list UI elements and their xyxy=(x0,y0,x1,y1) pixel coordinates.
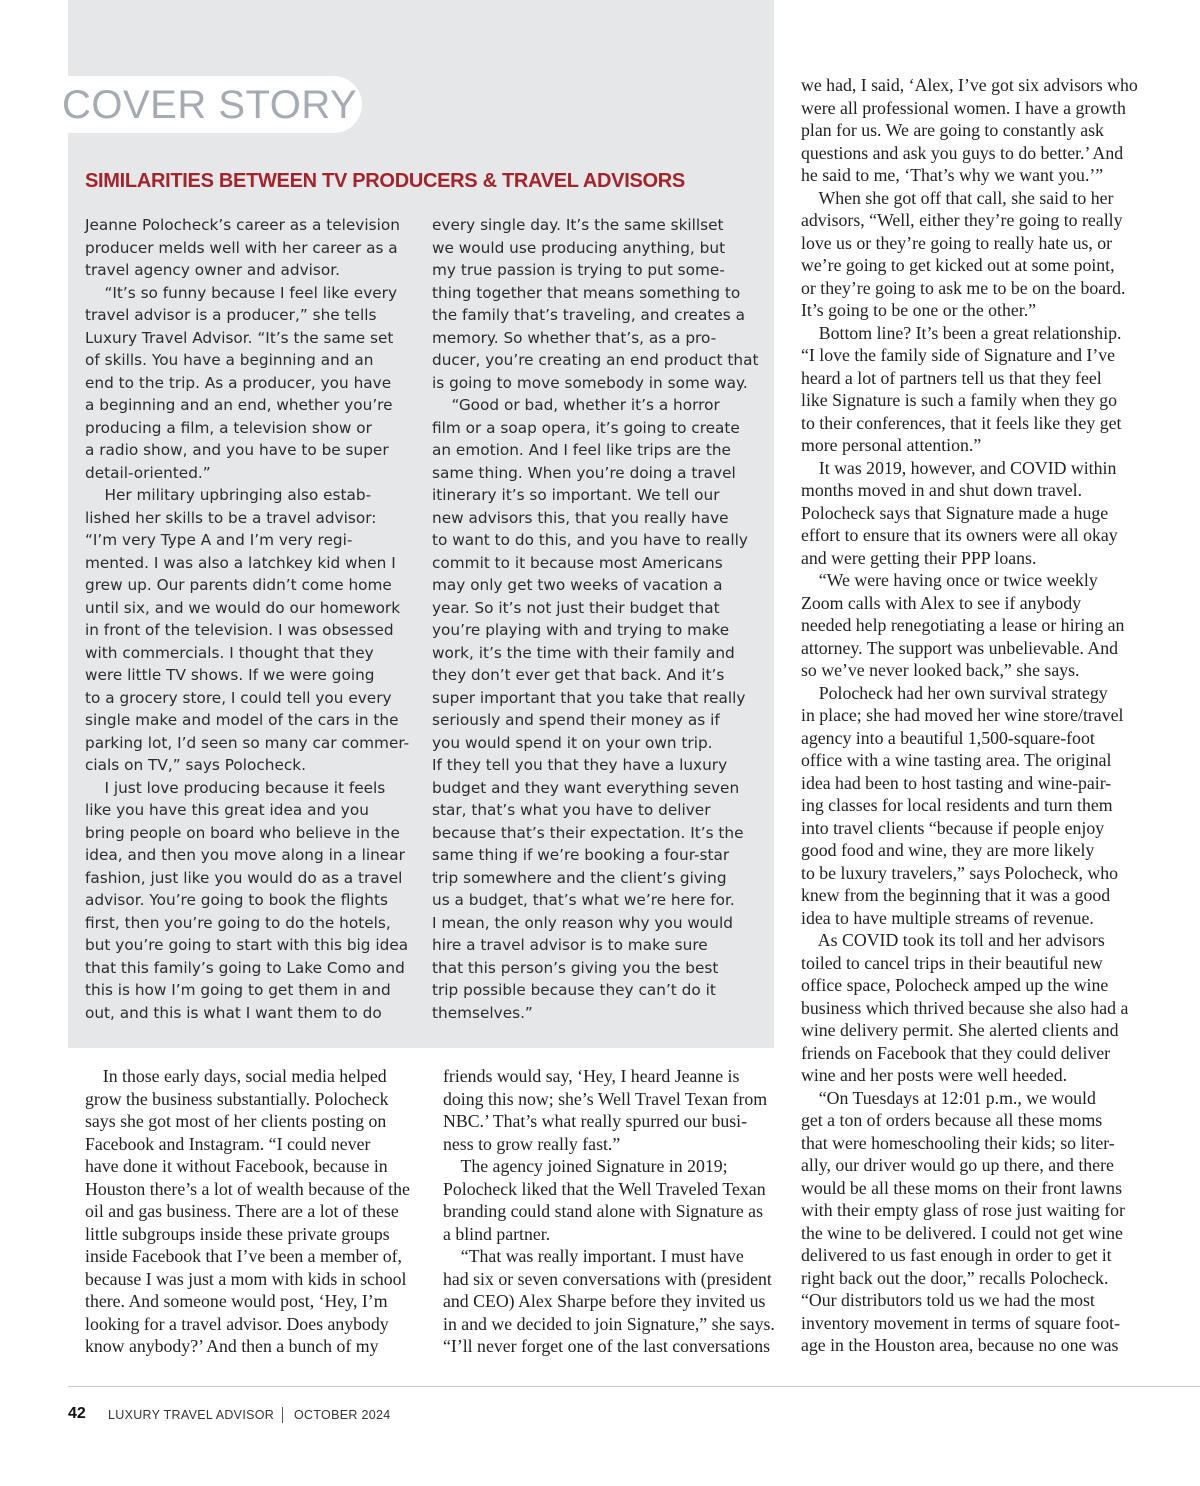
text-line: we had, I said, ‘Alex, I’ve got six advisors who xyxy=(801,75,1138,95)
text-line: Facebook and Instagram. “I could never xyxy=(85,1133,371,1154)
text-line: “Good or bad, whether it’s a horror xyxy=(432,396,720,414)
text-line: itinerary it’s so important. We tell our xyxy=(432,486,720,504)
text-line: age in the Houston area, because no one was xyxy=(801,1335,1119,1355)
text-line: in front of the television. I was obsessed xyxy=(85,621,394,639)
text-line: of skills. You have a beginning and an xyxy=(85,351,374,369)
text-line: to their conferences, that it feels like they get xyxy=(801,412,1122,433)
text-line: idea had been to host tasting and wine-pair- xyxy=(801,772,1112,793)
text-line: a blind partner. xyxy=(443,1223,551,1244)
text-line: commit to it because most Americans xyxy=(432,553,723,572)
text-line: idea to have multiple streams of revenue. xyxy=(801,907,1094,928)
text-line: my true passion is trying to put some- xyxy=(432,261,725,279)
text-line: had six or seven conversations with (president xyxy=(443,1268,772,1289)
text-line: Houston there’s a lot of wealth because of the xyxy=(85,1178,410,1199)
text-line: grew up. Our parents didn’t come home xyxy=(85,576,392,594)
text-line: “On Tuesdays at 12:01 p.m., we would xyxy=(801,1087,1096,1108)
text-line: that were homeschooling their kids; so liter- xyxy=(801,1132,1115,1153)
text-line: out, and this is what I want them to do xyxy=(85,1003,382,1022)
text-line: needed help renegotiating a lease or hiring an xyxy=(801,615,1125,635)
text-line: “That was really important. I must have xyxy=(443,1246,744,1266)
text-line: first, then you’re going to do the hotels, xyxy=(85,913,391,932)
text-line: questions and ask you guys to do better.’ And xyxy=(801,142,1124,163)
text-line: may only get two weeks of vacation a xyxy=(432,576,723,594)
text-line: Polocheck says that Signature made a huge xyxy=(801,502,1109,523)
text-line: parking lot, I’d seen so many car commer- xyxy=(85,733,410,752)
text-line: right back out the door,” recalls Polocheck. xyxy=(801,1267,1109,1288)
article-column-middle xyxy=(443,1065,775,1358)
text-line: good food and wine, they are more likely xyxy=(801,840,1095,860)
text-line: Luxury Travel Advisor. “It’s the same set xyxy=(85,328,394,347)
text-line: travel agency owner and advisor. xyxy=(85,261,340,279)
text-line: “I’m very Type A and I’m very regi- xyxy=(85,531,353,549)
text-line: mented. I was also a latchkey kid when I xyxy=(85,553,396,572)
text-line: ing classes for local residents and turn them xyxy=(801,795,1113,815)
page-number: 42 xyxy=(68,1405,86,1422)
text-line: friends would say, ‘Hey, I heard Jeanne is xyxy=(443,1066,740,1086)
text-line: or they’re going to ask me to be on the board. xyxy=(801,277,1126,298)
text-line: “I love the family side of Signature and I’ve xyxy=(801,345,1116,365)
footer-rule xyxy=(68,1386,1200,1387)
text-line: us a budget, that’s what we’re here for. xyxy=(432,891,735,909)
text-line: office space, Polocheck amped up the wine xyxy=(801,975,1109,995)
sidebar-heading: SIMILARITIES BETWEEN TV PRODUCERS & TRAVEL ADVISORS xyxy=(85,170,685,192)
text-line: a radio show, and you have to be super xyxy=(85,441,389,459)
text-line: single make and model of the cars in the xyxy=(85,711,399,729)
text-line: same thing. When you’re doing a travel xyxy=(432,463,736,482)
text-line: plan for us. We are going to constantly ask xyxy=(801,120,1104,140)
text-line: “Our distributors told us we had the most xyxy=(801,1290,1095,1310)
text-line: inside Facebook that I’ve been a member of, xyxy=(85,1246,402,1266)
text-line: new advisors this, that you really have xyxy=(432,508,729,527)
text-line: attorney. The support was unbelievable. And xyxy=(801,637,1119,658)
text-line: agency into a beautiful 1,500-square-foot xyxy=(801,727,1095,748)
text-line: end to the trip. As a producer, you have xyxy=(85,373,392,392)
text-line: star, that’s what you have to deliver xyxy=(432,801,711,819)
text-line: As COVID took its toll and her advisors xyxy=(801,930,1105,950)
text-line: branding could stand alone with Signature as xyxy=(443,1201,763,1221)
text-line: you’re playing with and trying to make xyxy=(432,621,730,639)
text-line: It was 2019, however, and COVID within xyxy=(801,457,1117,478)
text-line: I mean, the only reason why you would xyxy=(432,913,733,932)
article-column-right xyxy=(801,74,1138,1357)
text-line: effort to ensure that its owners were all okay xyxy=(801,525,1118,545)
text-line: the family that’s traveling, and creates a xyxy=(432,306,745,324)
text-line: Jeanne Polocheck’s career as a television xyxy=(85,216,400,234)
text-line: When she got off that call, she said to her xyxy=(801,187,1114,208)
footer-separator xyxy=(282,1407,283,1423)
text-line: because that’s their expectation. It’s the xyxy=(432,823,744,842)
text-line: this is how I’m going to get them in and xyxy=(85,981,391,999)
text-line: toiled to cancel trips in their beautiful new xyxy=(801,952,1103,973)
text-line: ducer, you’re creating an end product that xyxy=(432,351,759,369)
issue-date: OCTOBER 2024 xyxy=(294,1408,391,1422)
text-line: were little TV shows. If we were going xyxy=(85,666,375,684)
text-line: Bottom line? It’s been a great relationship. xyxy=(801,322,1122,343)
text-line: heard a lot of partners tell us that they feel xyxy=(801,367,1102,388)
text-line: to be luxury travelers,” says Polocheck, who xyxy=(801,862,1119,883)
text-line: we’re going to get kicked out at some point, xyxy=(801,255,1115,275)
text-line: trip somewhere and the client’s giving xyxy=(432,868,727,887)
text-line: memory. So whether that’s, as a pro- xyxy=(432,328,717,347)
text-line: themselves.” xyxy=(432,1003,533,1022)
text-line: ally, our driver would go up there, and there xyxy=(801,1155,1114,1175)
text-line: budget and they want everything seven xyxy=(432,778,740,797)
text-line: producing a film, a television show or xyxy=(85,418,372,437)
publication-name: LUXURY TRAVEL ADVISOR xyxy=(108,1408,275,1422)
text-line: little subgroups inside these private groups xyxy=(85,1223,390,1244)
text-line: oil and gas business. There are a lot of these xyxy=(85,1201,399,1221)
text-line: If they tell you that they have a luxury xyxy=(432,756,728,774)
text-line: until six, and we would do our homework xyxy=(85,598,401,617)
text-line: Zoom calls with Alex to see if anybody xyxy=(801,592,1082,613)
text-line: Polocheck had her own survival strategy xyxy=(801,682,1108,703)
article-column-left xyxy=(85,1065,410,1358)
text-line: film or a soap opera, it’s going to create xyxy=(432,418,740,437)
text-line: there. And someone would post, ‘Hey, I’m xyxy=(85,1291,388,1311)
text-line: work, it’s the time with their family and xyxy=(432,643,735,662)
text-line: into travel clients “because if people enjoy xyxy=(801,817,1105,838)
text-line: inventory movement in terms of square foot- xyxy=(801,1312,1120,1333)
text-line: Her military upbringing also estab- xyxy=(85,486,372,504)
text-line: year. So it’s not just their budget that xyxy=(432,598,720,617)
text-line: to a grocery store, I could tell you every xyxy=(85,688,392,707)
text-line: delivered to us fast enough in order to get it xyxy=(801,1245,1112,1265)
text-line: love us or they’re going to really hate us, or xyxy=(801,232,1113,253)
text-line: “It’s so funny because I feel like every xyxy=(85,283,397,302)
text-line: every single day. It’s the same skillset xyxy=(432,216,724,234)
text-line: super important that you take that really xyxy=(432,688,746,707)
text-line: in and we decided to join Signature,” she says. xyxy=(443,1313,775,1334)
text-line: with commercials. I thought that they xyxy=(85,643,374,662)
text-line: you would spend it on your own trip. xyxy=(432,733,713,752)
text-line: detail-oriented.” xyxy=(85,463,211,482)
text-line: “We were having once or twice weekly xyxy=(801,570,1098,590)
text-line: a beginning and an end, whether you’re xyxy=(85,396,393,414)
text-line: I just love producing because it feels xyxy=(85,778,386,797)
text-line: In those early days, social media helped xyxy=(85,1066,387,1086)
text-line: office with a wine tasting area. The original xyxy=(801,750,1112,770)
text-line: advisor. You’re going to book the flights xyxy=(85,891,388,909)
text-line: grow the business substantially. Polocheck xyxy=(85,1088,389,1109)
text-line: cials on TV,” says Polocheck. xyxy=(85,756,307,774)
text-line: looking for a travel advisor. Does anybody xyxy=(85,1313,389,1334)
text-line: but you’re going to start with this big idea xyxy=(85,936,409,954)
text-line: bring people on board who believe in the xyxy=(85,823,400,842)
text-line: so we’ve never looked back,” she says. xyxy=(801,660,1080,680)
text-line: Polocheck liked that the Well Traveled Texan xyxy=(443,1178,766,1199)
text-line: friends on Facebook that they could deliver xyxy=(801,1042,1111,1063)
footer xyxy=(68,1462,468,1486)
text-line: months moved in and shut down travel. xyxy=(801,480,1083,500)
text-line: trip possible because they can’t do it xyxy=(432,981,716,999)
text-line: like Signature is such a family when they go xyxy=(801,390,1118,410)
text-line: wine and her posts were well heeded. xyxy=(801,1065,1068,1085)
text-line: more personal attention.” xyxy=(801,435,982,455)
text-line: an emotion. And I feel like trips are the xyxy=(432,441,731,459)
text-line: fashion, just like you would do as a travel xyxy=(85,868,403,887)
text-line: NBC.’ That’s what really spurred our busi- xyxy=(443,1111,748,1131)
text-line: says she got most of her clients posting on xyxy=(85,1111,387,1131)
text-line: hire a travel advisor is to make sure xyxy=(432,936,708,954)
text-line: get a ton of orders because all these moms xyxy=(801,1110,1103,1130)
text-line: idea, and then you move along in a linear xyxy=(85,846,405,864)
text-line: that this family’s going to Lake Como and xyxy=(85,958,405,977)
text-line: travel advisor is a producer,” she tells xyxy=(85,306,377,324)
text-line: “I’ll never forget one of the last conversations xyxy=(443,1336,771,1356)
text-line: would be all these moms on their front lawns xyxy=(801,1177,1122,1198)
text-line: that this person’s giving you the best xyxy=(432,958,719,977)
text-line: The agency joined Signature in 2019; xyxy=(443,1156,728,1176)
sidebar-column-2 xyxy=(432,214,758,1024)
text-line: business which thrived because she also had a xyxy=(801,997,1129,1018)
text-line: know anybody?’ And then a bunch of my xyxy=(85,1336,379,1356)
text-line: with their empty glass of rose just waiting for xyxy=(801,1200,1125,1220)
text-line: and CEO) Alex Sharpe before they invited us xyxy=(443,1291,766,1311)
text-line: and were getting their PPP loans. xyxy=(801,547,1037,568)
text-line: doing this now; she’s Well Travel Texan from xyxy=(443,1088,768,1109)
text-line: ness to grow really fast.” xyxy=(443,1133,621,1154)
text-line: same thing if we’re booking a four-star xyxy=(432,846,730,864)
text-line: It’s going to be one or the other.” xyxy=(801,300,1037,320)
text-line: they don’t ever get that back. And it’s xyxy=(432,666,725,684)
text-line: because I was just a mom with kids in school xyxy=(85,1268,407,1289)
text-line: he said to me, ‘That’s why we want you.’” xyxy=(801,165,1104,185)
text-line: in place; she had moved her wine store/travel xyxy=(801,705,1124,725)
section-label: COVER STORY xyxy=(62,83,358,127)
text-line: we would use producing anything, but xyxy=(432,238,726,257)
text-line: were all professional women. I have a growth xyxy=(801,97,1126,118)
text-line: lished her skills to be a travel advisor: xyxy=(85,508,377,527)
sidebar-column-1 xyxy=(85,214,409,1024)
text-line: to want to do this, and you have to really xyxy=(432,531,748,549)
text-line: the wine to be delivered. I could not get wine xyxy=(801,1222,1123,1243)
text-line: is going to move somebody in some way. xyxy=(432,373,748,392)
text-line: advisors, “Well, either they’re going to really xyxy=(801,210,1123,230)
text-line: wine delivery permit. She alerted clients and xyxy=(801,1020,1119,1040)
text-line: producer melds well with her career as a xyxy=(85,238,398,257)
text-line: knew from the beginning that it was a good xyxy=(801,885,1111,905)
text-line: thing together that means something to xyxy=(432,283,741,302)
text-line: like you have this great idea and you xyxy=(85,801,369,819)
text-line: seriously and spend their money as if xyxy=(432,711,720,729)
text-line: have done it without Facebook, because in xyxy=(85,1156,388,1176)
